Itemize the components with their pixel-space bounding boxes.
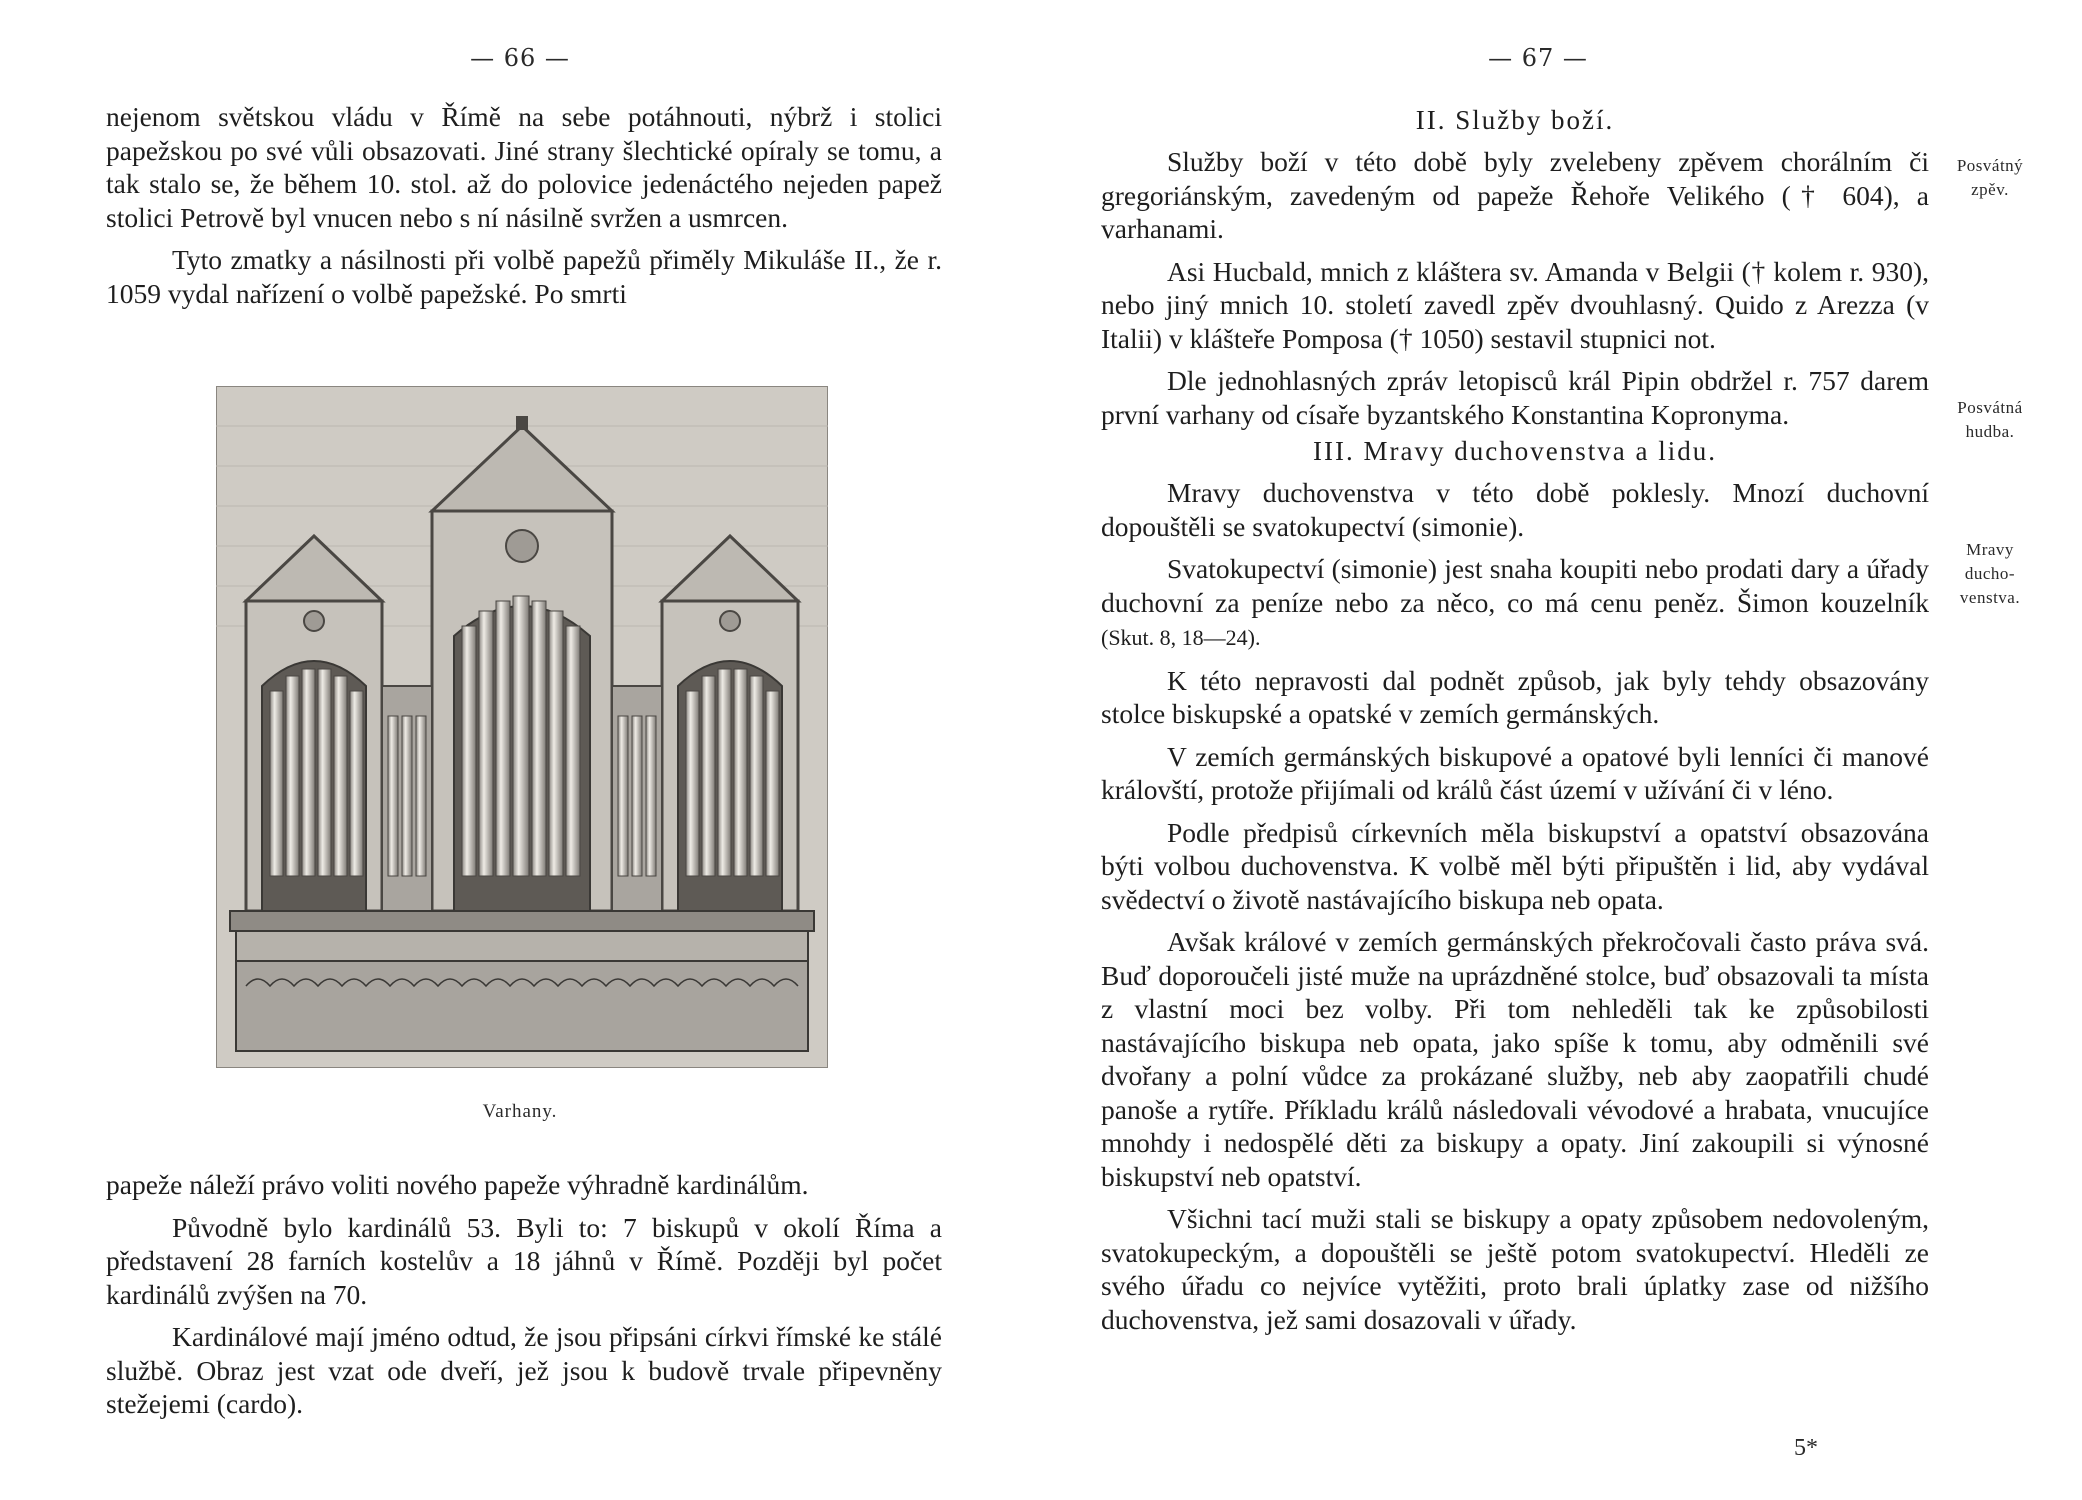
left-page: [0, 0, 1040, 1500]
margin-note-line: Mravy: [1966, 540, 2014, 559]
margin-note-music: [1945, 396, 2035, 444]
paragraph: Dle jednohlasných zpráv letopisců král Pipin obdržel r. 757 darem první varhany od císaře byzantského Konstantina Kopronyma.: [1101, 365, 1929, 430]
scripture-reference: (Skut. 8, 18—24).: [1101, 625, 1261, 650]
organ-base: [230, 911, 814, 1051]
top-text-block: [106, 100, 942, 310]
paragraph: Tyto zmatky a násilnosti při volbě papežů přiměly Mikuláše II., že r. 1059 vydal nařízení o volbě papežské. Po smrti: [106, 244, 942, 309]
paragraph: Mravy duchovenstva v této době poklesly. Mnozí duchovní dopouštěli se svatokupectví (simonie).: [1101, 477, 1929, 542]
center-pipes: [462, 596, 580, 876]
paragraph: Kardinálové mají jméno odtud, že jsou připsáni církvi římské ke stálé službě. Obraz jest vzat ode dveří, jež jsou k budově trvale připevněny stežejemi (cardo).: [106, 1321, 942, 1419]
paragraph: Služby boží v této době byly zvelebeny zpěvem chorálním či gregoriánským, zavedeným od papeže Řehoře Velikého († 604), a varhanami.: [1101, 146, 1929, 244]
right-text-block: [1101, 104, 1929, 1336]
margin-note-line: Posvátný: [1956, 156, 2024, 175]
margin-note-chant: [1945, 154, 2035, 202]
paragraph-text: Svatokupectví (simonie) jest snaha koupiti nebo prodati dary a úřady duchovní za peníze nebo za něco, co má cenu peněz. Šimon kouzelník: [1101, 553, 1929, 618]
paragraph: Avšak králové v zemích germánských překročovali často práva svá. Buď doporoučeli jisté muže na uprázdněné stolce, buď obsazovali ta místa z vlastní moci bez volby. Při tom nehleděli tak ke způsobilosti nastávajícího biskupa neb opata, jako spíše k tomu, aby odměnili své dvořany a polní vůdce za prokázané služby, neb aby zaopatřili chudé panoše a rytíře. Příkladu králů následovali vévodové a hrabata, vnucujíce mnohdy i nedospělé děti za biskupy a opaty. Jiní zakoupili si výnosné biskupství neb opatství.: [1101, 926, 1929, 1192]
paragraph: Podle předpisů církevních měla biskupství a opatství obsazována býti volbou duchovenstva. K volbě měl býti připuštěn i lid, aby vydával svědectví o životě nastávajícího biskupa neb opata.: [1101, 816, 1929, 915]
paragraph: Původně bylo kardinálů 53. Byli to: 7 biskupů v okolí Říma a představení 28 farních kostelův a 18 jáhnů v Římě. Později byl počet kardinálů zvýšen na 70.: [106, 1211, 942, 1310]
paragraph: nejenom světskou vládu v Římě na sebe potáhnouti, nýbrž i stolici papežskou po své vůli obsazovati. Jiné strany šlechtické opíraly se tomu, a tak stalo se, že během 10. stol. až do polovice jedenáctého nejeden papež stolici Petrově byl vnucen nebo s ní násilně svržen a usmrcen.: [106, 101, 942, 233]
signature-mark: 5*: [1794, 1435, 1818, 1461]
margin-note-line: ducho-: [1964, 564, 2016, 583]
section-heading: II. Služby boží.: [1415, 105, 1615, 135]
organ-illustration: [216, 386, 828, 1068]
paragraph: Všichni tací muži stali se biskupy a opaty způsobem nedovoleným, svatokupeckým, a dopouštěli se ještě potom svatokupectví. Hleděli ze svého úřadu co nejvíce vytěžiti, proto brali úplatky zase od nižšího duchovenstva, jež sami dosazovali v úřady.: [1101, 1203, 1929, 1335]
margin-note-line: venstva.: [1959, 588, 2021, 607]
margin-note-line: hudba.: [1965, 422, 2015, 441]
section-heading: III. Mravy duchovenstva a lidu.: [1313, 436, 1717, 466]
margin-note-clergy: [1945, 538, 2035, 610]
figure-caption: Varhany.: [482, 1101, 558, 1122]
paragraph: V zemích germánských biskupové a opatové byli lenníci či manové královští, protože přijímali od králů část území v užívání či v léno.: [1101, 740, 1929, 805]
margin-note-line: Posvátná: [1957, 398, 2023, 417]
paragraph: papeže náleží právo voliti nového papeže výhradně kardinálům.: [106, 1169, 809, 1200]
page-number: — 67 —: [1488, 44, 1588, 72]
paragraph: [1101, 552, 1929, 655]
paragraph: Asi Hucbald, mnich z kláštera sv. Amanda v Belgii († kolem r. 930), nebo jiný mnich 10. století zavedl zpěv dvouhlasný. Quido z Arezza (v Italii) v klášteře Pomposa († 1050) sestavil stupnici not.: [1101, 255, 1929, 354]
page-number: — 66 —: [470, 44, 570, 72]
bottom-text-block: [106, 1168, 942, 1421]
margin-note-line: zpěv.: [1971, 180, 2009, 199]
paragraph: K této nepravosti dal podnět způsob, jak byly tehdy obsazovány stolce biskupské a opatské v zemích germánských.: [1101, 664, 1929, 729]
